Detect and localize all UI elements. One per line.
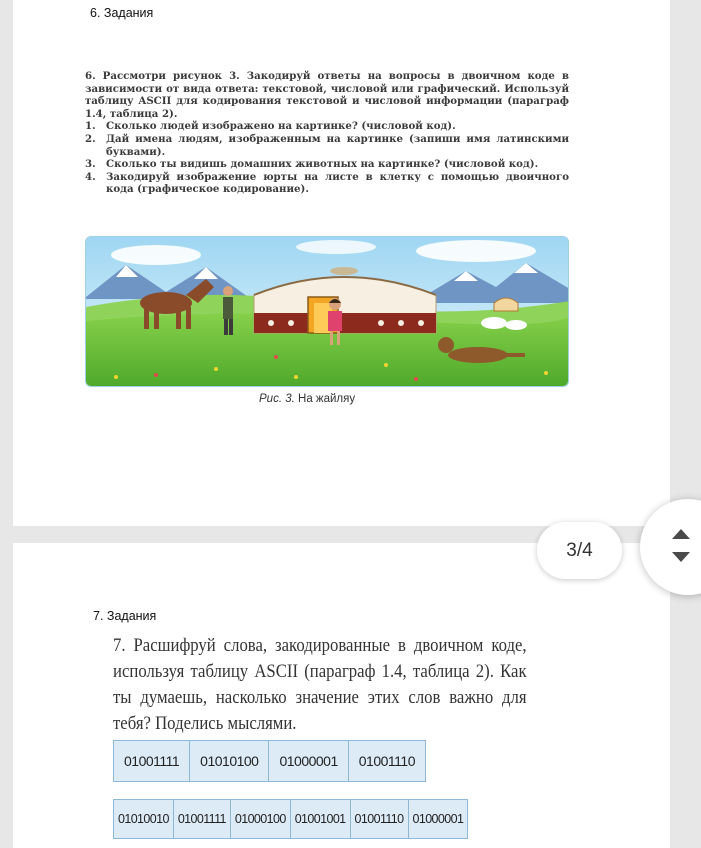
- jailau-scene-image: [86, 237, 569, 387]
- document-page-1: [13, 0, 670, 526]
- yurt-illustration: [85, 236, 569, 387]
- binary-code-cell: 01001111: [114, 741, 190, 781]
- list-item: 1. Сколько людей изображено на картинке? (числовой код).: [85, 120, 456, 133]
- figure-caption: Рис. 3. На жайляу: [259, 393, 356, 405]
- binary-code-table-2: [113, 799, 468, 839]
- chevron-down-icon[interactable]: [672, 552, 690, 562]
- page-indicator: 3/4: [537, 522, 622, 579]
- binary-code-cell: 01010010: [114, 800, 174, 838]
- binary-code-cell: 01001111: [174, 800, 231, 838]
- document-page-2: [13, 543, 670, 848]
- task-6-list: [85, 120, 569, 196]
- list-item: 4. Закодируй изображение юрты на листе в клетку с помощью двоичного кода (графическое кодирование).: [85, 170, 569, 196]
- binary-code-cell: 01001001: [291, 800, 351, 838]
- task-6-text: [85, 70, 569, 196]
- task-7-text: 7. Расшифруй слова, закодированные в двоичном коде, используя таблицу ASCII (параграф 1.4, таблица 2). Как ты думаешь, насколько значение этих слов важно для тебя? Поделись мыслями.: [113, 635, 527, 734]
- binary-code-cell: 01000001: [409, 800, 468, 838]
- binary-code-cell: 01001110: [351, 800, 409, 838]
- task-6-intro: 6. Рассмотри рисунок 3. Закодируй ответы на вопросы в двоичном коде в зависимости от вида ответа: текстовой, числовой или графический. Используй таблицу ASCII для кодирования текстовой и числовой информации (параграф 1.4, таблица 2).: [85, 70, 569, 120]
- binary-code-cell: 01000001: [269, 741, 348, 781]
- list-item: 3. Сколько ты видишь домашних животных на картинке? (числовой код).: [85, 158, 539, 171]
- chevron-up-icon[interactable]: [672, 529, 690, 539]
- section-title: 6. Задания: [90, 6, 154, 20]
- binary-code-cell: 01000100: [231, 800, 291, 838]
- binary-code-cell: 01001110: [349, 741, 425, 781]
- section-title: 7. Задания: [93, 609, 157, 623]
- binary-code-table-1: [113, 740, 426, 782]
- binary-code-cell: 01010100: [190, 741, 269, 781]
- list-item: 2. Дай имена людям, изображенным на картинке (запиши имя латинскими буквами).: [85, 132, 569, 158]
